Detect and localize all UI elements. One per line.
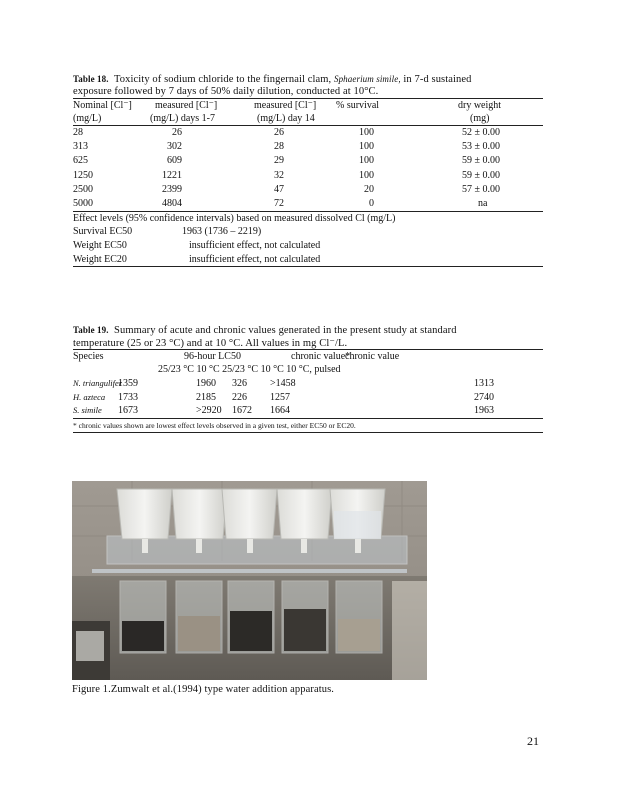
t18-h1-c4: % survival (336, 100, 380, 111)
t18-cell-r1-c3: 100 (359, 141, 374, 153)
t19-cell-r0-c1: 1960 (196, 378, 216, 389)
table18-caption-line2: exposure followed by 7 days of 50% daily dilution, conducted at 10°C. (73, 86, 379, 97)
t18-cell-r4-c0: 2500 (73, 183, 93, 195)
t18-cell-r5-c3: 0 (369, 198, 374, 209)
t18-cell-r2-c3: 100 (359, 155, 374, 167)
t19-cell-r2-c4: 1963 (474, 405, 494, 416)
table19-top-rule (73, 349, 543, 350)
t18-h2-c3: (mg/L) day 14 (257, 113, 315, 124)
table18-caption-line1: Table 18. Toxicity of sodium chloride to the fingernail clam, Sphaerium simile, in 7-d sustained (73, 74, 472, 85)
t19-cell-r1-c3: 1257 (270, 391, 290, 403)
t19-h1-lc50: 96-hour LC50 (184, 351, 241, 362)
t18-cell-r0-c0: 28 (73, 127, 83, 138)
t18-cell-r4-c1: 2399 (162, 183, 182, 195)
t18-cell-r1-c0: 313 (73, 141, 88, 153)
t19-species-2: S. simile (73, 405, 102, 415)
t18-cell-r3-c4: 59 ± 0.00 (462, 169, 500, 181)
t18-h1-c2: measured [Cl⁻] (155, 100, 218, 111)
apparatus-photo (72, 481, 427, 680)
t19-h1-chronic1: chronic value* (291, 351, 351, 362)
table19-body-rule (73, 418, 543, 419)
t19-cell-r0-c3: >1458 (270, 378, 296, 389)
t18-h2-c1: (mg/L) (73, 113, 102, 124)
t18-effect-value-1: insufficient effect, not calculated (189, 240, 321, 251)
t18-cell-r2-c4: 59 ± 0.00 (462, 155, 500, 167)
t18-h1-c3: measured [Cl⁻] (254, 100, 317, 111)
figure-caption: Figure 1.Zumwalt et al.(1994) type water addition apparatus. (72, 684, 335, 695)
t18-cell-r5-c0: 5000 (73, 198, 93, 209)
t18-cell-r4-c3: 20 (364, 183, 374, 195)
t19-h1-species: Species (73, 351, 104, 362)
t18-cell-r1-c4: 53 ± 0.00 (462, 141, 500, 153)
table19-bottom-rule (73, 432, 543, 433)
table18-body-rule (73, 211, 543, 212)
t18-cell-r1-c2: 28 (274, 141, 284, 153)
t18-cell-r0-c4: 52 ± 0.00 (462, 127, 500, 138)
t19-cell-r1-c0: 1733 (118, 391, 138, 403)
t18-effect-label-2: Weight EC20 (73, 254, 127, 265)
table19-caption-line1: Table 19. Summary of acute and chronic values generated in the present study at standard (73, 325, 457, 336)
t18-h2-c2: (mg/L) days 1-7 (150, 113, 215, 124)
t18-cell-r3-c2: 32 (274, 169, 284, 181)
t18-effect-value-0: 1963 (1736 – 2219) (182, 226, 262, 237)
t19-cell-r2-c0: 1673 (118, 405, 138, 416)
t19-cell-r0-c2: 326 (232, 378, 247, 389)
t18-cell-r4-c2: 47 (274, 183, 284, 195)
t18-effect-value-2: insufficient effect, not calculated (189, 254, 321, 265)
t18-cell-r2-c2: 29 (274, 155, 284, 167)
t18-h1-c5: dry weight (458, 100, 502, 111)
t18-effect-label-0: Survival EC50 (73, 226, 133, 237)
t18-h2-c5: (mg) (470, 113, 490, 124)
t19-footnote: * chronic values shown are lowest effect levels observed in a given test, either EC50 or EC20. (73, 421, 356, 430)
t18-cell-r5-c1: 4804 (162, 198, 182, 209)
t19-cell-r0-c0: 1359 (118, 378, 138, 389)
t18-cell-r5-c4: na (478, 198, 488, 209)
t18-cell-r0-c1: 26 (172, 127, 182, 138)
t19-species-1: H. azteca (73, 391, 106, 402)
table18-bottom-rule (73, 266, 543, 267)
t18-h1-c1: Nominal [Cl⁻] (73, 100, 132, 111)
table18-top-rule (73, 98, 543, 99)
t18-cell-r2-c0: 625 (73, 155, 88, 167)
t18-cell-r3-c3: 100 (359, 169, 374, 181)
page-number: 21 (527, 734, 539, 748)
table19-caption-line2: temperature (25 or 23 °C) and at 10 °C. All values in mg Cl⁻/L. (73, 338, 348, 349)
t19-cell-r1-c4: 2740 (474, 391, 494, 403)
t19-cell-r2-c2: 1672 (232, 405, 252, 416)
t19-species-0: N. triangulifer (73, 378, 123, 388)
t19-cell-r1-c2: 226 (232, 391, 247, 403)
t18-cell-r3-c1: 1221 (162, 169, 182, 181)
table18-header-rule (73, 125, 543, 126)
t18-cell-r3-c0: 1250 (73, 169, 93, 181)
t18-effect-label-1: Weight EC50 (73, 240, 127, 251)
t18-cell-r1-c1: 302 (167, 141, 182, 153)
t18-cell-r0-c2: 26 (274, 127, 284, 138)
t19-cell-r2-c3: 1664 (270, 405, 290, 416)
t18-cell-r2-c1: 609 (167, 155, 182, 167)
t19-cell-r2-c1: >2920 (196, 405, 222, 416)
t19-h1-chronic2: chronic value (345, 351, 400, 362)
t19-h2: 25/23 °C 10 °C 25/23 °C 10 °C 10 °C, pulsed (158, 364, 341, 375)
t18-effects-title: Effect levels (95% confidence intervals) based on measured dissolved Cl (mg/L) (73, 213, 396, 224)
t18-cell-r0-c3: 100 (359, 127, 374, 138)
t19-cell-r0-c4: 1313 (474, 378, 494, 389)
t18-cell-r4-c4: 57 ± 0.00 (462, 183, 500, 195)
t18-cell-r5-c2: 72 (274, 198, 284, 209)
t19-cell-r1-c1: 2185 (196, 391, 216, 403)
